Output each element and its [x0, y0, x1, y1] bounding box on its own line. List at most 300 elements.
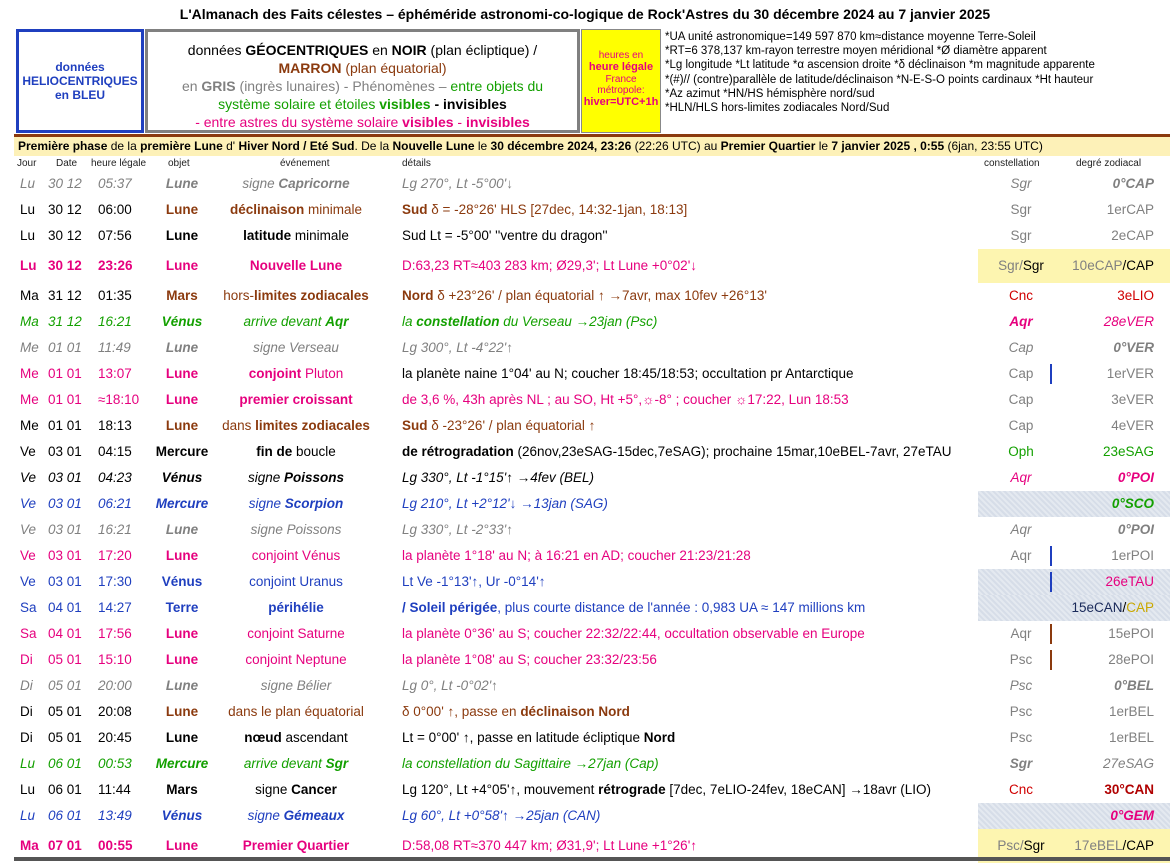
parallel-marker — [1050, 650, 1052, 670]
row-event — [206, 387, 386, 413]
column-header-object: objet — [168, 158, 190, 169]
row-date: 01 01 — [48, 418, 82, 433]
row-zodiac-degree: 1erVER — [1106, 366, 1154, 381]
row-date: 06 01 — [48, 782, 82, 797]
row-zodiac-degree: 27eSAG — [1102, 756, 1154, 771]
zodiac-text: 17eBEL — [1074, 838, 1123, 853]
row-day: Di — [20, 652, 33, 667]
row-day: Ve — [20, 444, 36, 459]
row-object: Lune — [165, 626, 199, 641]
row-object: Lune — [165, 228, 199, 243]
row-date: 30 12 — [48, 258, 82, 273]
legend-text: (plan équatorial) — [341, 60, 447, 76]
row-object: Mars — [166, 288, 198, 303]
phase-text: Hiver Nord / Eté Sud — [238, 139, 355, 153]
column-header-date: Date — [56, 158, 78, 169]
zodiac-text: 15eCAN — [1071, 600, 1123, 615]
row-object: Lune — [165, 548, 199, 563]
event-text: Verseau — [289, 340, 339, 355]
legend-text: invisibles — [466, 114, 530, 130]
row-details — [402, 223, 982, 249]
row-object: Lune — [165, 652, 199, 667]
row-object: Terre — [165, 600, 199, 615]
column-header-details: détails — [402, 158, 431, 169]
event-text: premier croissant — [239, 392, 353, 407]
row-details — [402, 517, 982, 543]
row-object: Lune — [165, 522, 199, 537]
row-object: Lune — [165, 730, 199, 745]
constellation-text: Psc — [997, 838, 1020, 853]
row-constellation: Psc — [1009, 678, 1033, 693]
row-event — [206, 569, 386, 595]
row-constellation: Sgr — [1009, 756, 1033, 771]
row-zodiac-degree: 2eCAP — [1111, 228, 1154, 243]
event-text: Premier Quartier — [242, 838, 350, 853]
phase-text: (6jan, 23:55 UTC) — [944, 139, 1043, 153]
row-date: 05 01 — [48, 652, 82, 667]
column-header-constellation: constellation — [984, 158, 1040, 169]
row-time: 23:26 — [98, 258, 133, 273]
row-event — [206, 491, 386, 517]
details-text: la — [402, 314, 417, 329]
row-details — [402, 699, 982, 725]
legend-text: données — [187, 42, 246, 58]
row-event — [206, 621, 386, 647]
row-time: 18:13 — [98, 418, 132, 433]
row-date: 03 01 — [48, 522, 82, 537]
row-time: 00:53 — [98, 756, 132, 771]
row-day: Me — [20, 366, 39, 381]
legend-text: système solaire et étoiles — [218, 96, 380, 112]
event-text: signe — [253, 340, 290, 355]
event-text: dans — [222, 418, 256, 433]
row-object: Vénus — [161, 808, 203, 823]
details-text: D:58,08 RT≈370 447 km; Ø31,9'; Lt Lune +1°26'↑ — [402, 838, 698, 853]
row-event — [206, 595, 386, 621]
details-text: δ -23°26' / plan équatorial ↑ — [427, 418, 596, 433]
zodiac-text: / — [1122, 258, 1127, 273]
parallel-marker — [1050, 572, 1052, 592]
zodiac-text: CAP — [1126, 600, 1154, 615]
row-details — [402, 465, 982, 491]
event-text: fin de — [256, 444, 293, 459]
event-text: Sgr — [325, 756, 349, 771]
legend-text: (plan écliptique) / — [426, 42, 538, 58]
row-constellation: Aqr — [1009, 314, 1033, 329]
legend-note: *Az azimut *HN/HS hémisphère nord/sud — [665, 87, 875, 100]
event-text: signe — [247, 808, 284, 823]
row-time: 11:44 — [98, 782, 131, 797]
legend-text: en — [181, 78, 202, 94]
row-event — [206, 517, 386, 543]
table-row — [14, 413, 1170, 439]
legend-helio-line: données — [55, 60, 105, 74]
row-day: Me — [20, 392, 39, 407]
legend-text: (ingrès lunaires) - Phénomènes – — [235, 78, 451, 94]
legend-text: MARRON — [278, 60, 342, 76]
row-object: Lune — [165, 340, 199, 355]
column-headers — [14, 157, 1170, 171]
row-day: Sa — [20, 626, 37, 641]
table-row — [14, 621, 1170, 647]
row-object: Lune — [165, 838, 199, 853]
row-time: 06:00 — [98, 202, 132, 217]
details-text: δ +23°26' / plan équatorial ↑ →7avr, max 10fev +26°13' — [433, 288, 767, 303]
row-constellation: Cnc — [1008, 782, 1033, 797]
row-date: 01 01 — [48, 366, 82, 381]
legend-note: *(#)// (contre)parallèle de latitude/déclinaison *N-E-S-O points cardinaux *Ht hauteur — [665, 73, 1094, 86]
row-zodiac-degree: 1erBEL — [1108, 704, 1154, 719]
parallel-marker — [1050, 624, 1052, 644]
row-constellation — [976, 249, 1066, 283]
row-date: 03 01 — [48, 470, 82, 485]
row-time: 16:21 — [98, 314, 132, 329]
row-zodiac-degree: 15ePOI — [1108, 626, 1154, 641]
table-row — [14, 777, 1170, 803]
zodiac-text: 10eCAP — [1072, 258, 1123, 273]
row-day: Ve — [20, 522, 37, 537]
row-constellation: Psc — [1009, 704, 1033, 719]
legend-text: - entre astres du système solaire — [195, 114, 403, 130]
event-text: ascendant — [281, 730, 348, 745]
row-date: 04 01 — [48, 600, 82, 615]
legend-heliocentric-box — [16, 29, 144, 133]
row-constellation: Aqr — [1010, 548, 1032, 563]
row-object: Lune — [165, 678, 199, 693]
row-day: Lu — [20, 782, 36, 797]
row-day: Lu — [20, 176, 36, 191]
details-text: Lg 60°, Lt +0°58'↑ →25jan (CAN) — [402, 808, 601, 823]
legend-helio-line: HELIOCENTRIQUES — [22, 74, 138, 88]
row-day: Di — [20, 704, 33, 719]
details-text: Sud Lt = -5°00' ''ventre du dragon'' — [402, 228, 608, 243]
row-details — [402, 595, 982, 621]
row-date: 03 01 — [48, 548, 82, 563]
row-zodiac-degree: 1erBEL — [1108, 730, 1154, 745]
event-text: conjoint Neptune — [245, 652, 347, 667]
row-event — [206, 171, 386, 197]
row-day: Di — [20, 730, 33, 745]
row-constellation: Aqr — [1010, 626, 1032, 641]
event-text: Scorpion — [284, 496, 344, 511]
event-text: limites zodiacales — [253, 288, 369, 303]
table-row — [14, 491, 1170, 517]
row-zodiac-degree: 23eSAG — [1102, 444, 1154, 459]
details-text: Lg 0°, Lt -0°02'↑ — [402, 678, 498, 693]
legend-text: visibles — [402, 114, 454, 130]
legend-text: entre objets du — [450, 78, 544, 94]
row-time: ≈18:10 — [98, 392, 140, 407]
event-text: périhélie — [268, 600, 324, 615]
row-time: 16:21 — [98, 522, 132, 537]
row-time: 20:00 — [98, 678, 132, 693]
parallel-marker — [1050, 364, 1052, 384]
row-zodiac-degree: 3eLIO — [1117, 288, 1154, 303]
row-event — [206, 465, 386, 491]
row-event — [206, 197, 386, 223]
details-text: Lt = 0°00' ↑, passe en latitude écliptique — [402, 730, 644, 745]
zodiac-text: CAP — [1126, 258, 1154, 273]
row-object: Mercure — [155, 496, 209, 511]
row-event — [206, 223, 386, 249]
details-text: Lg 210°, Lt +2°12'↓ →13jan (SAG) — [402, 496, 608, 511]
row-day: Lu — [20, 228, 36, 243]
row-day: Ve — [20, 574, 36, 589]
row-details — [402, 439, 982, 465]
event-text: Aqr — [325, 314, 349, 329]
table-row — [14, 699, 1170, 725]
event-text: arrive devant — [243, 314, 326, 329]
row-day: Me — [20, 418, 39, 433]
legend-note: *HLN/HLS hors-limites zodiacales Nord/Sud — [665, 102, 890, 115]
row-time: 07:56 — [98, 228, 132, 243]
phase-text: . De la — [354, 139, 393, 153]
row-date: 30 12 — [48, 176, 82, 191]
zodiac-text: / — [1122, 600, 1127, 615]
row-object: Lune — [165, 418, 199, 433]
constellation-text: Sgr — [998, 258, 1020, 273]
constellation-text: Sgr — [1023, 838, 1045, 853]
event-text: latitude — [243, 228, 292, 243]
divider — [14, 857, 1170, 861]
legend-time-line: heure légale — [588, 61, 654, 73]
row-date: 07 01 — [48, 838, 82, 853]
details-text: (26nov,23eSAG-15dec,7eSAG); prochaine 15mar,10eBEL-7avr, 27eTAU — [513, 444, 952, 459]
details-text: D:63,23 RT≈403 283 km; Ø29,3'; Lt Lune +0°02'↓ — [402, 258, 698, 273]
row-event — [206, 699, 386, 725]
row-event — [206, 439, 386, 465]
table-row — [14, 283, 1170, 309]
event-text: Gémeaux — [283, 808, 345, 823]
row-time: 17:30 — [98, 574, 132, 589]
event-text: déclinaison — [229, 202, 305, 217]
details-text: Sud — [402, 418, 428, 433]
phase-text: d' — [222, 139, 239, 153]
row-day: Ma — [20, 314, 39, 329]
row-zodiac-degree: 28eVER — [1103, 314, 1154, 329]
event-text: conjoint Saturne — [247, 626, 345, 641]
row-details — [402, 491, 982, 517]
row-date: 01 01 — [48, 340, 82, 355]
table-row — [14, 543, 1170, 569]
row-constellation: Psc — [1009, 652, 1033, 667]
event-text: hors- — [223, 288, 254, 303]
details-text: déclinaison Nord — [520, 704, 630, 719]
row-object: Mercure — [155, 756, 209, 771]
row-event — [206, 543, 386, 569]
event-text: Bélier — [296, 678, 332, 693]
legend-time-line: métropole: — [597, 85, 645, 96]
row-zodiac-degree: 3eVER — [1111, 392, 1154, 407]
row-details — [402, 309, 982, 335]
table-row — [14, 569, 1170, 595]
phase-text: 7 janvier 2025 , 0:55 — [831, 139, 945, 153]
details-text: Lg 330°, Lt -2°33'↑ — [402, 522, 513, 537]
column-header-time: heure légale — [91, 158, 147, 169]
row-day: Ve — [20, 470, 37, 485]
row-zodiac-degree: 0°GEM — [1110, 808, 1154, 823]
row-day: Lu — [20, 756, 36, 771]
phase-text: Premier Quartier — [720, 139, 816, 153]
row-event — [206, 413, 386, 439]
page-title: L'Almanach des Faits célestes – éphéméride astronomi-co-logique de Rock'Astres du 30 décembre 2024 au 7 janvier 2025 — [179, 6, 991, 22]
legend-text: - — [453, 114, 466, 130]
row-day: Lu — [20, 202, 36, 217]
details-text: rétrograde — [598, 782, 666, 797]
row-time: 13:07 — [98, 366, 132, 381]
row-constellation: Cap — [1008, 392, 1034, 407]
row-event — [206, 777, 386, 803]
row-day: Lu — [20, 808, 36, 823]
event-text: plan équatorial — [275, 704, 364, 719]
event-text: signe — [250, 522, 287, 537]
row-object: Mars — [166, 782, 198, 797]
constellation-text: / — [1019, 838, 1024, 853]
column-header-day: Jour — [17, 158, 37, 169]
constellation-text: / — [1019, 258, 1023, 273]
row-details — [402, 673, 982, 699]
event-text: signe — [260, 678, 297, 693]
row-constellation: Aqr — [1010, 470, 1032, 485]
row-object: Lune — [165, 258, 199, 273]
details-text: δ = -28°26' HLS [27dec, 14:32-1jan, 18:13] — [427, 202, 688, 217]
details-text: Sud — [402, 202, 428, 217]
row-event — [206, 283, 386, 309]
legend-text: visibles — [379, 96, 431, 112]
row-zodiac-degree: 1erCAP — [1106, 202, 1154, 217]
row-zodiac-degree: 0°POI — [1117, 522, 1154, 537]
row-time: 20:45 — [98, 730, 132, 745]
phase-text: Première phase — [18, 139, 108, 153]
row-time: 01:35 — [98, 288, 132, 303]
row-date: 30 12 — [48, 228, 82, 243]
event-text: limites zodiacales — [255, 418, 370, 433]
constellation-text: Sgr — [1022, 258, 1044, 273]
row-constellation: Oph — [1008, 444, 1034, 459]
phase-text: 30 décembre 2024, 23:26 — [490, 139, 632, 153]
event-text: signe — [255, 782, 292, 797]
row-zodiac-degree: 1erPOI — [1111, 548, 1154, 563]
row-details — [402, 249, 982, 283]
phase-text: Nouvelle Lune — [392, 139, 475, 153]
row-time: 04:15 — [98, 444, 132, 459]
legend-text: GRIS — [201, 78, 236, 94]
event-text: minimale — [304, 202, 363, 217]
table-row — [14, 465, 1170, 491]
details-text: la planète 1°08' au S; coucher 23:32/23:56 — [402, 652, 657, 667]
row-event — [206, 309, 386, 335]
row-event — [206, 249, 386, 283]
details-text: du Verseau →23jan (Psc) — [499, 314, 658, 329]
row-time: 00:55 — [98, 838, 133, 853]
table-row — [14, 223, 1170, 249]
event-text: Poissons — [286, 522, 342, 537]
row-time: 15:10 — [98, 652, 132, 667]
details-text: Lt Ve -1°13'↑, Ur -0°14'↑ — [402, 574, 546, 589]
row-object: Lune — [165, 176, 199, 191]
phase-text: première Lune — [140, 139, 223, 153]
row-event — [206, 361, 386, 387]
phase-text: le — [815, 139, 832, 153]
details-text: de 3,6 %, 43h après NL ; au SO, Ht +5°,☼-8° ; coucher ☼17:22, Lun 18:53 — [402, 392, 849, 407]
details-text: Lg 120°, Lt +4°05'↑, mouvement — [402, 782, 599, 797]
row-details — [402, 621, 982, 647]
event-text: boucle — [292, 444, 336, 459]
phase-text: (22:26 UTC) au — [631, 139, 721, 153]
row-details — [402, 335, 982, 361]
row-zodiac-degree — [1066, 249, 1154, 283]
row-object: Vénus — [161, 574, 203, 589]
row-event — [206, 803, 386, 829]
row-time: 17:56 — [98, 626, 132, 641]
details-text: Lg 270°, Lt -5°00'↓ — [402, 176, 513, 191]
row-constellation: Sgr — [1010, 176, 1032, 191]
event-text: arrive devant — [243, 756, 326, 771]
legend-note: *Lg longitude *Lt latitude *α ascension droite *δ déclinaison *m magnitude apparente — [665, 59, 1095, 72]
event-text: conjoint Uranus — [249, 574, 343, 589]
row-zodiac-degree: 0°POI — [1117, 470, 1154, 485]
row-date: 03 01 — [48, 574, 82, 589]
zodiac-text: / — [1122, 838, 1127, 853]
row-date: 06 01 — [48, 756, 82, 771]
row-day: Di — [20, 678, 33, 693]
row-day: Ve — [20, 496, 37, 511]
details-text: la planète 1°18' au N; à 16:21 en AD; coucher 21:23/21:28 — [402, 548, 751, 563]
table-row — [14, 197, 1170, 223]
row-details — [402, 171, 982, 197]
row-details — [402, 283, 982, 309]
row-details — [402, 413, 982, 439]
details-text: [7dec, 7eLIO-24fev, 18eCAN] →18avr (LIO) — [665, 782, 932, 797]
row-constellation: Cap — [1008, 366, 1034, 381]
row-object: Vénus — [161, 470, 203, 485]
row-day: Ma — [20, 838, 39, 853]
phase-text: le — [474, 139, 491, 153]
table-row — [14, 751, 1170, 777]
event-text: signe — [248, 496, 285, 511]
row-details — [402, 803, 982, 829]
details-text: δ 0°00' ↑, passe en — [402, 704, 521, 719]
details-text: Nord — [402, 288, 434, 303]
event-text: dans le — [228, 704, 276, 719]
phase-banner — [14, 137, 1170, 156]
event-text: Cancer — [291, 782, 337, 797]
row-constellation: Cnc — [1008, 288, 1033, 303]
row-time: 17:20 — [98, 548, 132, 563]
row-constellation: Sgr — [1010, 228, 1032, 243]
row-object: Mercure — [155, 444, 209, 459]
abbreviations-legend — [663, 30, 1170, 130]
row-day: Lu — [20, 258, 37, 273]
details-text: la planète naine 1°04' au N; coucher 18:45/18:53; occultation pr Antarctique — [402, 366, 854, 381]
row-date: 05 01 — [48, 678, 82, 693]
legend-time-line: heures en — [598, 50, 644, 61]
row-day: Sa — [20, 600, 37, 615]
row-date: 31 12 — [48, 314, 82, 329]
row-details — [402, 543, 982, 569]
row-date: 31 12 — [48, 288, 82, 303]
details-text: / Soleil périgée — [402, 600, 498, 615]
row-details — [402, 647, 982, 673]
details-text: constellation — [416, 314, 500, 329]
row-details — [402, 751, 982, 777]
table-row — [14, 803, 1170, 829]
row-constellation: Aqr — [1010, 522, 1032, 537]
row-details — [402, 197, 982, 223]
row-time: 13:49 — [98, 808, 132, 823]
row-details — [402, 387, 982, 413]
row-zodiac-degree: 26eTAU — [1105, 574, 1154, 589]
